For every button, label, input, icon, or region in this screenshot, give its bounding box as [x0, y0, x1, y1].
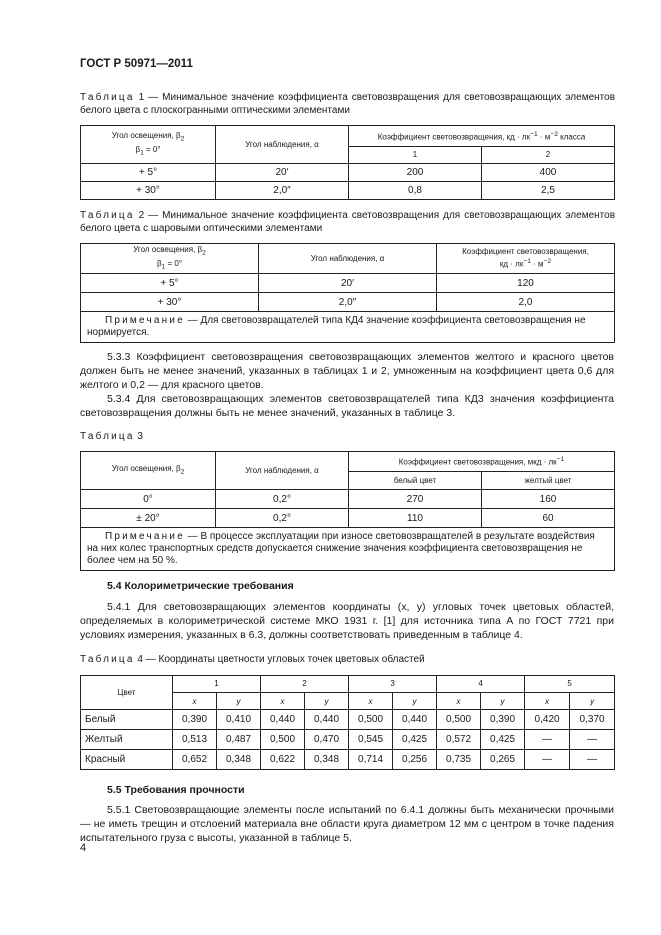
table3-header-white: белый цвет	[349, 472, 482, 490]
table-row	[81, 274, 615, 293]
table4-cell: 0,265	[481, 750, 525, 770]
table-row	[81, 182, 615, 200]
table2-caption	[80, 210, 615, 235]
table1-cell: 200	[349, 164, 482, 182]
table3-cell: 0,2°	[216, 509, 349, 528]
table1-cell: 400	[482, 164, 615, 182]
table2-cell: 2,0	[437, 293, 615, 312]
table4-row-name: Белый	[81, 710, 173, 730]
table-row	[81, 750, 615, 770]
table4-cell: 0,652	[173, 750, 217, 770]
table4-header-point: 4	[437, 676, 525, 693]
table4-cell: 0,348	[305, 750, 349, 770]
table2-header-coefficient: Коэффициент световозвращения, кд · $лк^{-1} \cdot м^{-2}$	[437, 244, 615, 274]
table4-cell: 0,487	[217, 730, 261, 750]
table2-cell: + 30°	[81, 293, 259, 312]
table4-cell: 0,440	[305, 710, 349, 730]
table4-cell: 0,714	[349, 750, 393, 770]
table1-header-illum-angle: Угол освещения, $\beta_2$ $\beta_1 = 0^\circ$	[81, 126, 216, 164]
table4-cell: 0,440	[393, 710, 437, 730]
table4-cell: 0,470	[305, 730, 349, 750]
page-number: 4	[80, 842, 87, 854]
table3-cell: 160	[482, 490, 615, 509]
table2-header-illum-angle: Угол освещения, $\beta_2$ $\beta_1 = 0^\circ$	[81, 244, 259, 274]
table4-cell: 0,735	[437, 750, 481, 770]
table4-cell: 0,425	[481, 730, 525, 750]
table3-header-obs-angle: Угол наблюдения, α	[216, 452, 349, 490]
table-row	[81, 164, 615, 182]
paragraph-5-5-1: 5.5.1 Световозвращающие элементы после испытаний по 6.4.1 должны быть механически прочными — не иметь трещин и отслоений материала вне области круга диаметром 12 мм с центром в точке падения испытательного груза с высоты, указанной в таблице 5.	[80, 804, 614, 844]
table4	[80, 675, 615, 770]
table4-header-point: 3	[349, 676, 437, 693]
table3-cell: 270	[349, 490, 482, 509]
document-header: ГОСТ Р 50971—2011	[80, 58, 193, 70]
table3-header-coefficient: Коэффициент световозвращения, мкд · $лк^{-1}$	[349, 452, 615, 472]
section-5-5-title: 5.5 Требования прочности	[107, 784, 245, 796]
table1	[80, 125, 615, 200]
table4-cell: 0,513	[173, 730, 217, 750]
table1-cell: + 30°	[81, 182, 216, 200]
table3-cell: 0,2°	[216, 490, 349, 509]
table4-header-y: y	[393, 693, 437, 710]
table4-cell: 0,425	[393, 730, 437, 750]
table4-cell: —	[570, 750, 615, 770]
table4-header-x: x	[261, 693, 305, 710]
table1-cell: 20′	[216, 164, 349, 182]
table4-header-y: y	[217, 693, 261, 710]
table4-cell: 0,410	[217, 710, 261, 730]
table4-cell: —	[570, 730, 615, 750]
table4-row-name: Красный	[81, 750, 173, 770]
table4-cell: 0,440	[261, 710, 305, 730]
table4-cell: 0,390	[173, 710, 217, 730]
table4-caption-text: 4 — Координаты цветности угловых точек цветовых областей	[134, 654, 425, 665]
table1-cell: 0,8	[349, 182, 482, 200]
table4-cell: 0,500	[349, 710, 393, 730]
table1-header-obs-angle: Угол наблюдения, α	[216, 126, 349, 164]
table3-caption	[80, 431, 615, 444]
table4-header-point: 5	[525, 676, 615, 693]
table4-cell: 0,256	[393, 750, 437, 770]
table4-cell: —	[525, 750, 570, 770]
table4-caption	[80, 654, 615, 667]
table4-cell: 0,622	[261, 750, 305, 770]
table4-cell: 0,500	[437, 710, 481, 730]
table1-header-coefficient: Коэффициент световозвращения, кд · $лк^{-1} \cdot м^{-2}$ класса	[349, 126, 615, 147]
table1-header-class-1: 1	[349, 147, 482, 164]
paragraph-5-3-3: 5.3.3 Коэффициент световозвращения световозвращающих элементов желтого и красного цветов должен быть не менее значений, указанных в таблицах 1 и 2, умноженным на коэффициент цвета 0,6 для желтого и 0,2 — для красного цветов.	[80, 351, 614, 391]
table4-cell: 0,500	[261, 730, 305, 750]
table4-header-point: 1	[173, 676, 261, 693]
section-5-4-title: 5.4 Колориметрические требования	[107, 580, 294, 592]
table4-header-x: x	[525, 693, 570, 710]
table1-cell: 2,5	[482, 182, 615, 200]
table3-header-yellow: желтый цвет	[482, 472, 615, 490]
table4-label: Таблица	[80, 654, 135, 665]
table3-cell: 0°	[81, 490, 216, 509]
table4-header-color: Цвет	[81, 676, 173, 710]
table4-header-point: 2	[261, 676, 349, 693]
table2-cell: + 5°	[81, 274, 259, 293]
table3-label: Таблица	[80, 431, 135, 442]
table3-cell: ± 20°	[81, 509, 216, 528]
table3-note: Примечание — В процессе эксплуатации при износе световозвращателей в результате воздействия на них колес транспортных средств допускается снижение значения коэффициента световозвращения не более чем на 50 %.	[81, 528, 615, 571]
table2-cell: 2,0″	[259, 293, 437, 312]
table4-row-name: Желтый	[81, 730, 173, 750]
table3-cell: 110	[349, 509, 482, 528]
table4-header-x: x	[173, 693, 217, 710]
table-row	[81, 730, 615, 750]
table4-cell: —	[525, 730, 570, 750]
table2-note: Примечание — Для световозвращателей типа КД4 значение коэффициента световозвращения не нормируется.	[81, 312, 615, 343]
table4-header-y: y	[481, 693, 525, 710]
table1-header-class-2: 2	[482, 147, 615, 164]
table3-cell: 60	[482, 509, 615, 528]
table2-cell: 20′	[259, 274, 437, 293]
table1-caption	[80, 92, 615, 117]
table2-caption-text: 2 — Минимальное значение коэффициента световозвращения для световозвращающих элементов белого цвета с шаровыми оптическими элементами	[80, 210, 615, 234]
table4-cell: 0,348	[217, 750, 261, 770]
table-row	[81, 509, 615, 528]
table4-cell: 0,420	[525, 710, 570, 730]
table4-cell: 0,370	[570, 710, 615, 730]
table-row	[81, 293, 615, 312]
table1-caption-text: 1 — Минимальное значение коэффициента световозвращения для световозвращающих элементов белого цвета с плоскогранными оптическими элементами	[80, 92, 615, 116]
table4-cell: 0,545	[349, 730, 393, 750]
table2	[80, 243, 615, 343]
paragraph-5-4-1: 5.4.1 Для световозвращающих элементов координаты (x, y) угловых точек цветовых областей, определяемых в колориметрической системе МКО 1931 г. [1] для источника типа А по ГОСТ 7721 при условиях измерения, указанных в 6.3, должны соответствовать приведенным в таблице 4.	[80, 601, 614, 641]
table2-header-obs-angle: Угол наблюдения, α	[259, 244, 437, 274]
table2-cell: 120	[437, 274, 615, 293]
table3	[80, 451, 615, 571]
table4-header-x: x	[349, 693, 393, 710]
table-row	[81, 710, 615, 730]
table4-header-x: x	[437, 693, 481, 710]
table1-label: Таблица	[80, 92, 135, 103]
table3-number: 3	[134, 431, 143, 442]
paragraph-5-3-4: 5.3.4 Для световозвращающих элементов световозвращателей типа КД3 значения коэффициента световозвращения должны быть не менее значений, указанных в таблице 3.	[80, 393, 614, 419]
table2-label: Таблица	[80, 210, 135, 221]
table3-header-illum-angle: Угол освещения, $\beta_2$	[81, 452, 216, 490]
table4-cell: 0,390	[481, 710, 525, 730]
table1-cell: + 5°	[81, 164, 216, 182]
table4-cell: 0,572	[437, 730, 481, 750]
table-row	[81, 490, 615, 509]
table1-cell: 2,0″	[216, 182, 349, 200]
table4-header-y: y	[570, 693, 615, 710]
table4-header-y: y	[305, 693, 349, 710]
